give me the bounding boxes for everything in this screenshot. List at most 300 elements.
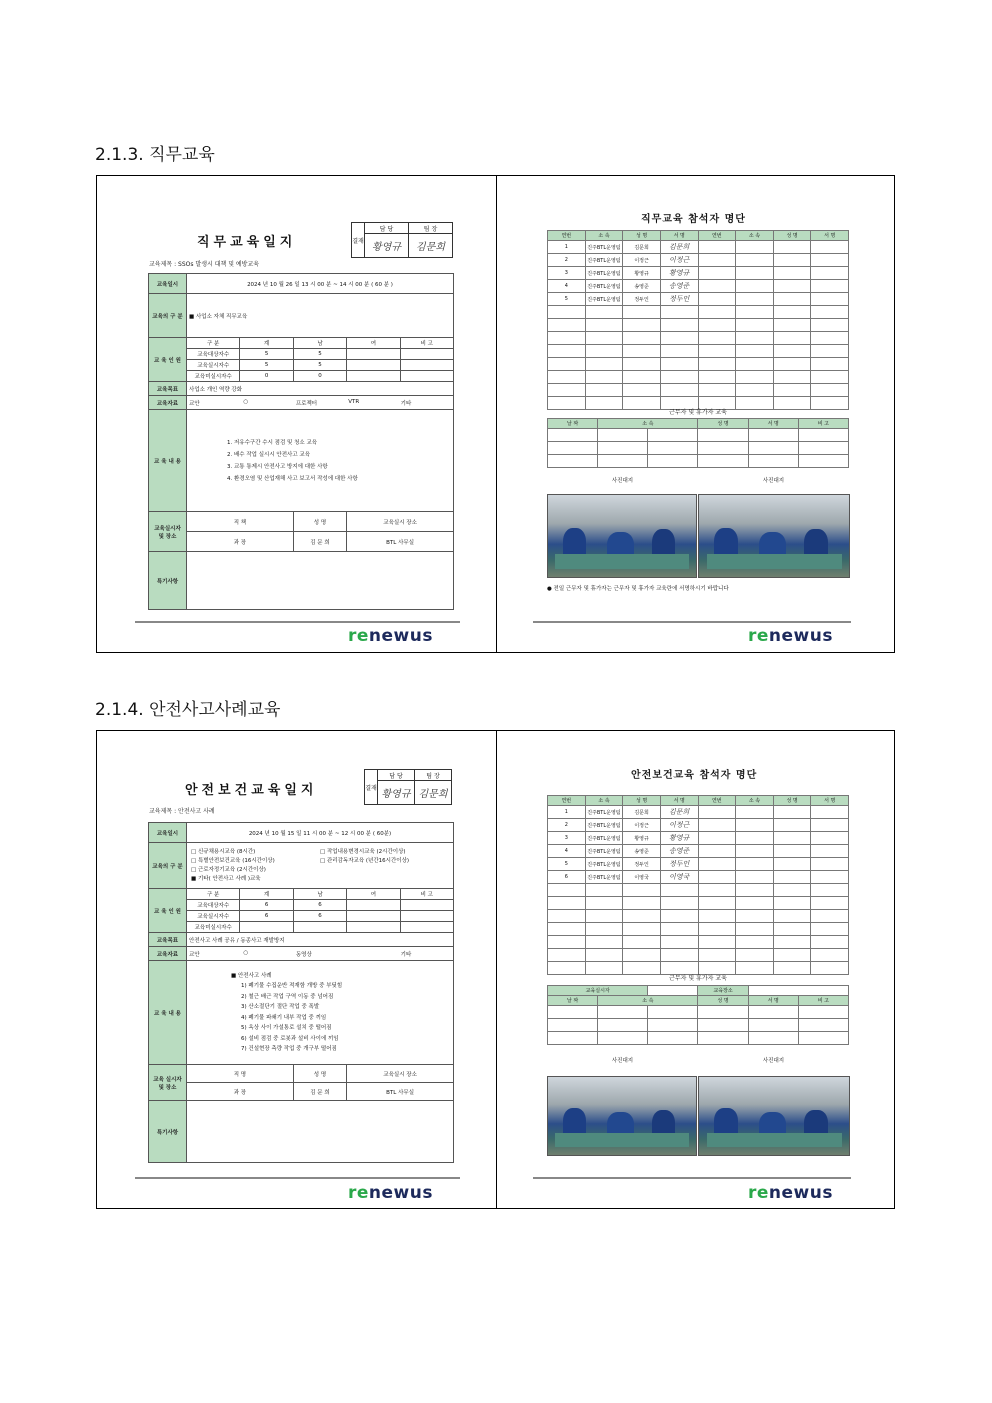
- personnel-cell: [400, 922, 453, 933]
- roster-cell: [660, 949, 698, 962]
- absent-cell: [648, 1006, 698, 1019]
- category-value: ■ 사업소 자체 직무교육: [187, 294, 454, 338]
- approval-col1: 담 당: [365, 223, 409, 234]
- roster-cell: [698, 332, 736, 345]
- personnel-cell: [347, 900, 400, 911]
- approval-box: [364, 769, 452, 805]
- remarks-value: [187, 1101, 454, 1163]
- personnel-cell: 6: [240, 900, 293, 911]
- approval-box: [351, 222, 453, 258]
- table-row: [548, 280, 849, 293]
- personnel-cell: [347, 922, 400, 933]
- table-row: [548, 358, 849, 371]
- roster-cell: [773, 806, 811, 819]
- attendee-table: [547, 795, 849, 975]
- approval-col1: 담 당: [378, 770, 415, 781]
- roster-cell: [623, 384, 661, 397]
- table-row: [548, 858, 849, 871]
- category-cell: [187, 843, 454, 889]
- roster-cell: [736, 936, 774, 949]
- signature-cell: 이정근: [660, 819, 698, 832]
- roster-cell: [623, 936, 661, 949]
- roster-cell: [773, 897, 811, 910]
- roster-cell: [736, 806, 774, 819]
- roster-cell: [773, 332, 811, 345]
- personnel-cell: 5: [293, 349, 346, 360]
- personnel-cell: [400, 911, 453, 922]
- content-line: ■ 안전사고 사례: [231, 972, 272, 979]
- absent-cell: [548, 1032, 598, 1045]
- roster-cell: [811, 293, 849, 306]
- roster-cell: [736, 345, 774, 358]
- roster-cell: 4: [548, 280, 586, 293]
- company-logo: renewus: [348, 626, 433, 646]
- roster-cell: [773, 832, 811, 845]
- roster-cell: [623, 332, 661, 345]
- roster-cell: [811, 884, 849, 897]
- roster-cell: [585, 384, 623, 397]
- absent-cell: [548, 1006, 598, 1019]
- personnel-cell: [347, 371, 400, 382]
- personnel-cell: 교육대상자수: [187, 900, 240, 911]
- roster-cell: [698, 306, 736, 319]
- personnel-cell: 5: [240, 360, 293, 371]
- material-item: 교안: [189, 951, 200, 958]
- table-row: [548, 267, 849, 280]
- roster-cell: [585, 949, 623, 962]
- roster-cell: [736, 384, 774, 397]
- roster-cell: [698, 806, 736, 819]
- roster-cell: [811, 845, 849, 858]
- roster-cell: 진주BTL운영팀: [585, 241, 623, 254]
- roster-cell: 송영준: [623, 845, 661, 858]
- roster-cell: [736, 306, 774, 319]
- signature-cell: 김문희: [660, 241, 698, 254]
- roster-cell: 진주BTL운영팀: [585, 819, 623, 832]
- approval-label: 결재: [352, 223, 365, 258]
- personnel-cell: 6: [293, 911, 346, 922]
- roster-cell: [811, 832, 849, 845]
- instructor-value: 과 장: [187, 1083, 294, 1101]
- personnel-cell: [347, 360, 400, 371]
- row-label: 교육목표: [149, 382, 187, 396]
- roster-header: 성 명: [623, 796, 661, 806]
- category-option: [320, 866, 449, 875]
- roster-cell: [698, 254, 736, 267]
- training-photo: [547, 494, 697, 578]
- table-row: [548, 442, 849, 455]
- roster-cell: [698, 936, 736, 949]
- education-log-page: [97, 731, 497, 1208]
- roster-cell: [698, 923, 736, 936]
- absent-table: [547, 985, 849, 1045]
- roster-header: 연번: [698, 796, 736, 806]
- table-row: [548, 293, 849, 306]
- roster-cell: [585, 923, 623, 936]
- roster-cell: [811, 358, 849, 371]
- roster-cell: [548, 949, 586, 962]
- roster-header: 연번: [548, 796, 586, 806]
- roster-cell: [660, 936, 698, 949]
- roster-cell: [698, 241, 736, 254]
- content-cell: [187, 961, 454, 1065]
- roster-cell: [548, 923, 586, 936]
- absent-cell: [548, 455, 598, 468]
- education-log-page: [97, 176, 497, 652]
- roster-cell: [736, 923, 774, 936]
- roster-cell: [548, 384, 586, 397]
- roster-header: 서 명: [811, 796, 849, 806]
- datetime-value: 2024 년 10 월 26 일 13 시 00 분 ~ 14 시 00 분 ( 60 분 ): [187, 274, 454, 294]
- roster-cell: 이정근: [623, 254, 661, 267]
- signature-cell: 황영규: [660, 267, 698, 280]
- absent-header: 성 명: [698, 996, 748, 1006]
- row-label: 교육의 구 분: [149, 843, 187, 889]
- roster-cell: [811, 306, 849, 319]
- footer-rule: [533, 621, 851, 623]
- roster-cell: [698, 949, 736, 962]
- absent-header: 성 명: [698, 419, 748, 429]
- row-label: 교육일시: [149, 823, 187, 843]
- roster-cell: [698, 910, 736, 923]
- photo-caption: 사진대지: [611, 1058, 634, 1064]
- roster-cell: [811, 254, 849, 267]
- roster-cell: [811, 936, 849, 949]
- instructor-header: 성 명: [293, 512, 346, 532]
- training-photo: [547, 1076, 697, 1156]
- instructor-header: 성 명: [293, 1065, 346, 1083]
- instructor-header: 직 명: [187, 1065, 294, 1083]
- roster-cell: [736, 871, 774, 884]
- personnel-cell: [293, 922, 346, 933]
- roster-cell: [698, 384, 736, 397]
- absent-table: [547, 418, 849, 468]
- roster-cell: [811, 806, 849, 819]
- absent-cell: [698, 1032, 748, 1045]
- personnel-header: 비 고: [400, 889, 453, 900]
- photo-caption: 사진대지: [611, 478, 634, 484]
- roster-cell: [811, 332, 849, 345]
- absent-cell: [598, 1032, 648, 1045]
- row-label: 교 육 인 원: [149, 889, 187, 933]
- material-item: 교안: [189, 400, 200, 407]
- material-item: VTR: [348, 398, 360, 405]
- roster-cell: [773, 241, 811, 254]
- roster-cell: 진주BTL운영팀: [585, 280, 623, 293]
- roster-cell: [660, 923, 698, 936]
- roster-cell: [660, 358, 698, 371]
- roster-cell: [698, 280, 736, 293]
- table-row: [548, 845, 849, 858]
- table-row: [548, 1019, 849, 1032]
- material-item: ○: [243, 398, 249, 405]
- category-option: □ 관리감독자교육 (년간16시간이상): [320, 857, 410, 864]
- content-line: 5) 옥상 사이 가설통로 설치 중 떨어짐: [241, 1025, 332, 1031]
- roster-cell: [548, 319, 586, 332]
- roster-header: 소 속: [585, 231, 623, 241]
- log-form-table: [148, 273, 454, 610]
- material-item: ○: [243, 949, 249, 956]
- roster-cell: [548, 910, 586, 923]
- roster-cell: 6: [548, 871, 586, 884]
- roster-cell: [548, 936, 586, 949]
- absent-header: 날 짜: [548, 419, 598, 429]
- roster-cell: [811, 819, 849, 832]
- absent-cell: [548, 1019, 598, 1032]
- absent-cell: [748, 442, 798, 455]
- roster-cell: [698, 832, 736, 845]
- roster-header: 연번: [698, 231, 736, 241]
- table-row: [548, 332, 849, 345]
- approval-col2: 팀 장: [409, 223, 453, 234]
- roster-cell: [660, 345, 698, 358]
- material-item: 기타: [400, 400, 412, 407]
- roster-cell: [548, 358, 586, 371]
- content-line: 2. 배수 작업 실시시 안전사고 교육: [227, 451, 311, 458]
- signature-cell: 송영준: [660, 845, 698, 858]
- roster-cell: [736, 319, 774, 332]
- roster-cell: [773, 280, 811, 293]
- photo-caption: 사진대지: [762, 478, 785, 484]
- absent-header: 비 고: [798, 419, 848, 429]
- roster-cell: [811, 871, 849, 884]
- personnel-header: 구 분: [187, 338, 240, 349]
- table-row: [548, 923, 849, 936]
- roster-title: 직무교육 참석자 명단: [641, 214, 746, 225]
- personnel-cell: 6: [293, 900, 346, 911]
- roster-cell: 이영국: [623, 871, 661, 884]
- roster-cell: 3: [548, 267, 586, 280]
- absent-cell: [698, 429, 748, 442]
- roster-cell: [548, 897, 586, 910]
- roster-cell: [660, 910, 698, 923]
- table-row: [548, 1006, 849, 1019]
- roster-cell: [585, 910, 623, 923]
- footer-rule: [135, 621, 460, 623]
- roster-cell: [811, 280, 849, 293]
- personnel-cell: [400, 360, 453, 371]
- row-label: 교 육 인 원: [149, 338, 187, 382]
- instructor-value: 김 문 희: [293, 532, 346, 552]
- roster-cell: 1: [548, 241, 586, 254]
- personnel-header: 비 고: [400, 338, 453, 349]
- roster-cell: [585, 371, 623, 384]
- absent-cell: [648, 455, 698, 468]
- roster-cell: [811, 897, 849, 910]
- material-item: 기타: [400, 951, 412, 958]
- roster-cell: [736, 949, 774, 962]
- roster-cell: 3: [548, 832, 586, 845]
- log-title: 직무교육일지: [197, 235, 297, 250]
- absent-cell: [598, 1019, 648, 1032]
- roster-cell: [736, 371, 774, 384]
- absent-cell: [548, 429, 598, 442]
- roster-cell: [623, 319, 661, 332]
- roster-cell: 정두인: [623, 858, 661, 871]
- log-subject: 교육제목 : 안전사고 사례: [149, 808, 215, 815]
- company-logo: renewus: [348, 1183, 433, 1203]
- section-heading: 2.1.4. 안전사고사례교육: [95, 700, 281, 720]
- table-row: [548, 871, 849, 884]
- absent-header: 소 속: [598, 996, 698, 1006]
- roster-cell: [660, 897, 698, 910]
- personnel-cell: 6: [240, 911, 293, 922]
- roster-cell: [736, 910, 774, 923]
- roster-cell: [698, 897, 736, 910]
- roster-cell: [773, 884, 811, 897]
- log-title: 안전보건교육일지: [185, 783, 318, 798]
- category-option: □ 특별안전보건교육 (16시간이상): [191, 857, 275, 864]
- roster-cell: [773, 254, 811, 267]
- roster-cell: [585, 897, 623, 910]
- roster-cell: [623, 949, 661, 962]
- roster-cell: [736, 832, 774, 845]
- roster-cell: [736, 884, 774, 897]
- roster-cell: [698, 371, 736, 384]
- roster-cell: [736, 897, 774, 910]
- roster-cell: [548, 371, 586, 384]
- instructor-value: 김 문 희: [293, 1083, 346, 1101]
- personnel-header: 남: [293, 889, 346, 900]
- category-option: □ 근로자정기교육 (2시간이상): [191, 866, 266, 873]
- absent-title: 근무자 및 휴가자 교육: [669, 975, 727, 982]
- absent-cell: [648, 1032, 698, 1045]
- table-row: [548, 345, 849, 358]
- absent-cell: [598, 455, 648, 468]
- absent-cell: [748, 1019, 798, 1032]
- roster-cell: [548, 306, 586, 319]
- content-line: 3. 교통 통제시 안전사고 방지에 대한 사항: [227, 463, 328, 470]
- roster-cell: [623, 371, 661, 384]
- category-option: □ 작업내용변경시교육 (2시간이상): [320, 848, 406, 855]
- table-row: [548, 1032, 849, 1045]
- roster-header: 성 명: [773, 231, 811, 241]
- absent-cell: [598, 442, 648, 455]
- personnel-cell: 0: [293, 371, 346, 382]
- row-label: 교 육 내 용: [149, 961, 187, 1065]
- absent-cell: [698, 442, 748, 455]
- roster-cell: [698, 819, 736, 832]
- table-row: [548, 241, 849, 254]
- absent-cell: [648, 429, 698, 442]
- category-option: □ 신규채용시교육 (8시간): [191, 848, 256, 855]
- log-subject: 교육제목 : SSOs 발생시 대책 및 예방교육: [149, 261, 260, 268]
- absent-cell: [698, 1019, 748, 1032]
- roster-cell: [736, 254, 774, 267]
- table-row: [548, 306, 849, 319]
- roster-cell: 진주BTL운영팀: [585, 858, 623, 871]
- roster-cell: [623, 910, 661, 923]
- roster-cell: 2: [548, 819, 586, 832]
- roster-cell: [623, 923, 661, 936]
- footer-rule: [135, 1177, 460, 1179]
- roster-cell: 5: [548, 858, 586, 871]
- company-logo: renewus: [748, 626, 833, 646]
- row-label: 교육 실시자 및 장소: [149, 1065, 187, 1101]
- absent-cell: [698, 455, 748, 468]
- row-label: 교육목표: [149, 933, 187, 947]
- section-heading: 2.1.3. 직무교육: [95, 145, 215, 165]
- category-option: [320, 875, 449, 884]
- personnel-cell: 5: [293, 360, 346, 371]
- roster-cell: [698, 319, 736, 332]
- absent-cell: [748, 429, 798, 442]
- table-row: [548, 371, 849, 384]
- roster-cell: 진주BTL운영팀: [585, 267, 623, 280]
- training-photo: [698, 494, 850, 578]
- signature-cell: 이영국: [660, 871, 698, 884]
- roster-cell: [811, 267, 849, 280]
- roster-title: 안전보건교육 참석자 명단: [631, 770, 758, 781]
- roster-cell: [660, 319, 698, 332]
- roster-cell: [736, 267, 774, 280]
- absent-cell: [598, 429, 648, 442]
- table-row: [548, 806, 849, 819]
- absent-cell: [748, 1006, 798, 1019]
- absent-cell: [598, 1006, 648, 1019]
- roster-cell: [773, 845, 811, 858]
- roster-cell: [811, 384, 849, 397]
- roster-cell: [623, 358, 661, 371]
- roster-cell: 진주BTL운영팀: [585, 845, 623, 858]
- row-label: 교육실시자 및 장소: [149, 512, 187, 552]
- absent-header: 비 고: [798, 996, 848, 1006]
- document-frame: [96, 175, 895, 653]
- roster-cell: [736, 241, 774, 254]
- table-row: [548, 455, 849, 468]
- roster-cell: [773, 358, 811, 371]
- instructor-value: BTL 사무실: [347, 1083, 454, 1101]
- roster-cell: [698, 345, 736, 358]
- roster-cell: [811, 949, 849, 962]
- table-row: [548, 254, 849, 267]
- table-row: [548, 319, 849, 332]
- absent-cell: [798, 1006, 848, 1019]
- goal-value: 안전사고 사례 공유 / 동종사고 재발방지: [187, 933, 454, 947]
- roster-cell: [623, 345, 661, 358]
- instructor-value: 과 장: [187, 532, 294, 552]
- roster-cell: [773, 858, 811, 871]
- absent-cell: [798, 1019, 848, 1032]
- roster-cell: [660, 371, 698, 384]
- roster-cell: 송영준: [623, 280, 661, 293]
- roster-cell: 5: [548, 293, 586, 306]
- row-label: 특기사항: [149, 552, 187, 610]
- row-label: 교육의 구 분: [149, 294, 187, 338]
- roster-cell: 김문희: [623, 241, 661, 254]
- personnel-cell: 교육미실시자수: [187, 922, 240, 933]
- row-label: 교육일시: [149, 274, 187, 294]
- absent-header: 날 짜: [548, 996, 598, 1006]
- roster-cell: [773, 871, 811, 884]
- training-photo: [698, 1076, 850, 1156]
- signature-cell: 이정근: [660, 254, 698, 267]
- roster-cell: [736, 293, 774, 306]
- roster-cell: [773, 371, 811, 384]
- personnel-header: 남: [293, 338, 346, 349]
- roster-cell: [660, 306, 698, 319]
- instructor-value: BTL 사무실: [347, 532, 454, 552]
- roster-cell: 황영규: [623, 267, 661, 280]
- personnel-cell: [400, 349, 453, 360]
- approval-label: 결재: [365, 770, 378, 805]
- signature-cell: 황영규: [660, 832, 698, 845]
- roster-header: 연번: [548, 231, 586, 241]
- log-form-table: [148, 822, 454, 1163]
- roster-cell: [736, 332, 774, 345]
- roster-cell: [623, 306, 661, 319]
- roster-cell: 진주BTL운영팀: [585, 832, 623, 845]
